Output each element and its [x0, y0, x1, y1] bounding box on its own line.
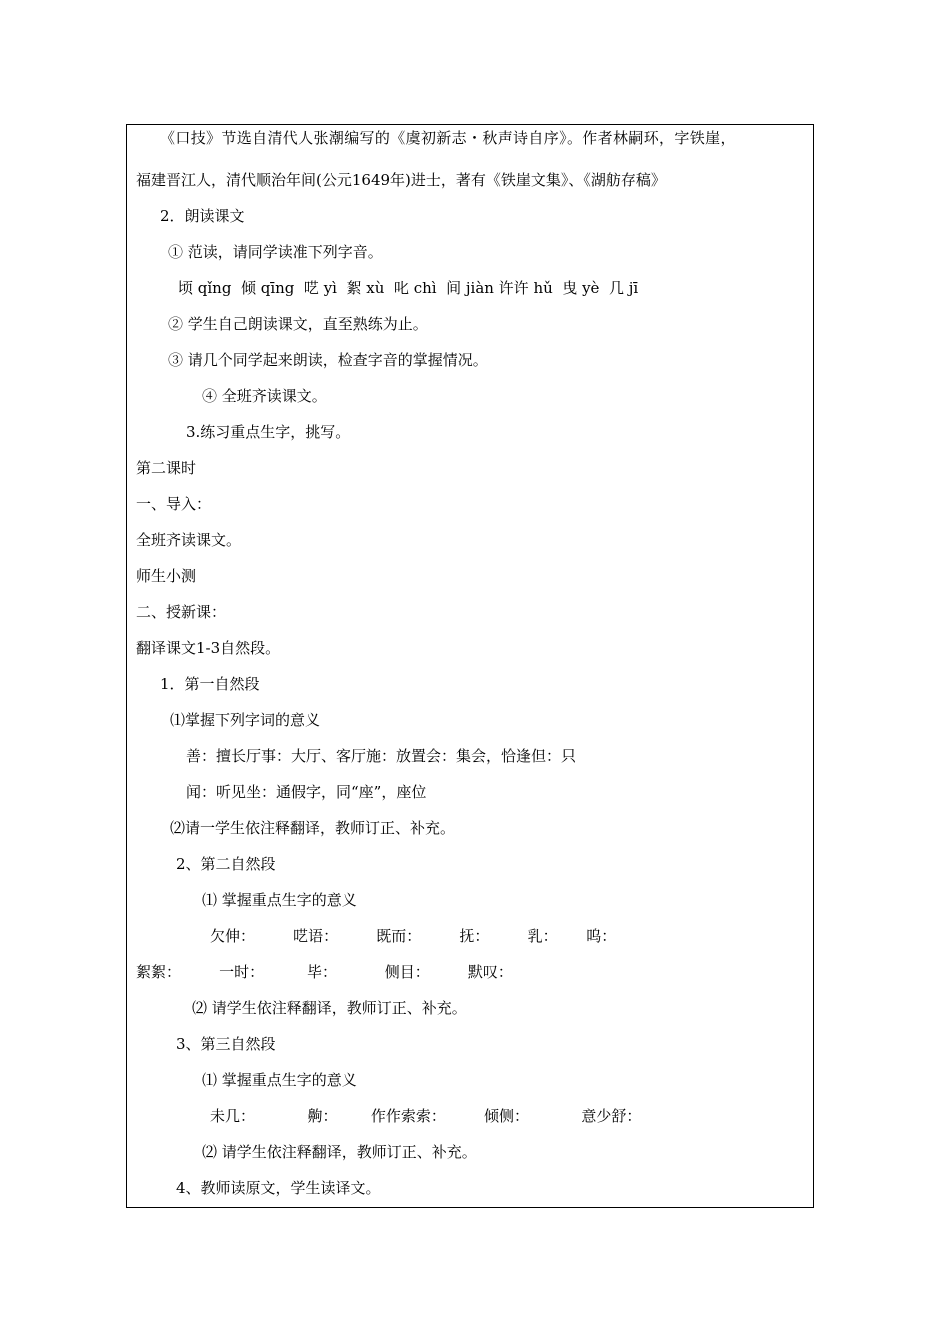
paragraph-3-words-1: 未几： 齁： 作作索索： 倾侧： 意少舒： — [210, 1107, 642, 1125]
reading-step-2: ② 学生自己朗读课文，直至熟练为止。 — [168, 315, 428, 333]
reading-step-1: ① 范读，请同学读准下列字音。 — [168, 243, 383, 261]
lesson-2-title: 第二课时 — [136, 459, 197, 477]
paragraph-2-words-1: 欠伸： 呓语： 既而： 抚： 乳： 呜： — [210, 927, 617, 945]
paragraph-3-item-1: ⑴ 掌握重点生字的意义 — [202, 1071, 357, 1089]
paragraph-1-item-2: ⑵请一学生依注释翻译，教师订正、补充。 — [170, 819, 456, 837]
part-2-intro: 翻译课文1-3自然段。 — [136, 639, 281, 657]
section-heading-practice: 3.练习重点生字，挑写。 — [186, 423, 351, 441]
paragraph-3-heading: 3、第三自然段 — [176, 1035, 276, 1053]
part-1-line-1: 全班齐读课文。 — [136, 531, 242, 549]
paragraph-2-heading: 2、第二自然段 — [176, 855, 276, 873]
intro-line-2: 福建晋江人，清代顺治年间(公元1649年)进士，著有《铁崖文集》、《湖舫存稿》 — [136, 171, 666, 189]
paragraph-2-item-1: ⑴ 掌握重点生字的意义 — [202, 891, 357, 909]
section-heading-reading: 2．朗读课文 — [160, 207, 245, 225]
reading-step-3: ③ 请几个同学起来朗读，检查字音的掌握情况。 — [168, 351, 488, 369]
paragraph-3-item-2: ⑵ 请学生依注释翻译，教师订正、补充。 — [202, 1143, 477, 1161]
paragraph-1-words-2: 闻：听见坐：通假字，同“座”，座位 — [186, 783, 427, 801]
paragraph-4-heading: 4、教师读原文，学生读译文。 — [176, 1179, 381, 1197]
paragraph-1-words-1: 善：擅长厅事：大厅、客厅施：放置会：集会，恰逢但：只 — [186, 747, 577, 765]
paragraph-1-heading: 1．第一自然段 — [160, 675, 260, 693]
paragraph-1-item-1: ⑴掌握下列字词的意义 — [170, 711, 321, 729]
intro-line-1: 《口技》节选自清代人张潮编写的《虞初新志・秋声诗自序》。作者林嗣环，字铁崖， — [160, 129, 736, 147]
part-1-heading: 一、导入： — [136, 495, 212, 513]
pinyin-list: 顷 qǐng 倾 qīng 呓 yì 絮 xù 叱 chì 间 jiàn 许许 hǔ 曳 yè 几 jī — [178, 279, 639, 297]
part-1-line-2: 师生小测 — [136, 567, 197, 585]
part-2-heading: 二、授新课： — [136, 603, 227, 621]
reading-step-4: ④ 全班齐读课文。 — [202, 387, 327, 405]
paragraph-2-words-2: 絮絮： 一时： 毕： 侧目： 默叹： — [136, 963, 513, 981]
paragraph-2-item-2: ⑵ 请学生依注释翻译，教师订正、补充。 — [192, 999, 467, 1017]
